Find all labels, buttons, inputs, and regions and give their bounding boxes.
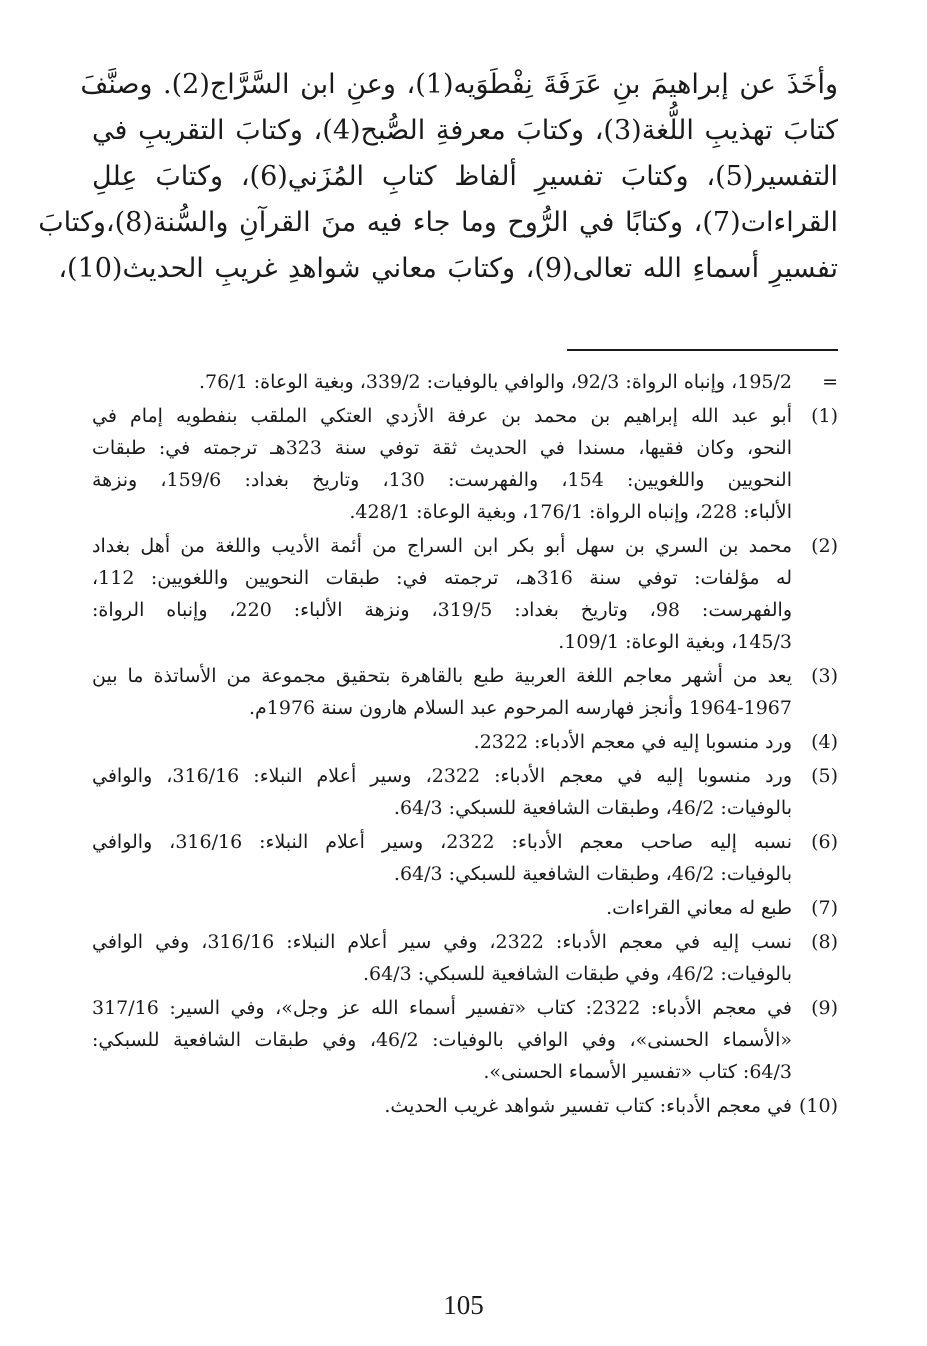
main-text-line: تفسيرِ أسماءِ الله تعالى(9)، وكتابَ معاني شواهدِ غريبِ الحديث(10)، <box>58 253 838 284</box>
footnote-line: الألباء: 228، وإنباه الرواة: 176/1، وبغية الوعاة: 428/1. <box>349 501 792 523</box>
footnote-number: (1) <box>811 405 838 427</box>
footnote-separator <box>567 349 838 351</box>
footnote-line: 195/2، وإنباه الرواة: 92/3، والوافي بالوفيات: 339/2، وبغية الوعاة: 76/1. <box>198 371 792 393</box>
footnote-number: (9) <box>811 997 838 1019</box>
main-text-line: القراءات(7)، وكتابًا في الرُّوح وما جاء فيه منَ القرآنِ والسُّنة(8)،وكتابَ <box>38 207 838 238</box>
footnote-line: النحو، وكان فقيها، مسندا في الحديث ثقة توفي سنة 323هـ ترجمته في: طبقات <box>92 437 793 459</box>
footnote-line: ورد منسوبا إليه في معجم الأدباء: 2322، وسير أعلام النبلاء: 316/16، والوافي <box>92 765 792 787</box>
footnote-line: 145/3، وبغية الوعاة: 109/1. <box>558 631 792 653</box>
footnote-line: يعد من أشهر معاجم اللغة العربية طبع بالقاهرة بتحقيق مجموعة من الأساتذة ما بين <box>92 665 792 687</box>
footnote-number: (2) <box>811 535 838 557</box>
footnote-2 <box>92 530 838 658</box>
footnote-line: له مؤلفات: توفي سنة 316هـ، ترجمته في: طبقات النحويين واللغويين: 112، <box>92 567 793 589</box>
footnote-10 <box>92 1090 838 1122</box>
footnote-3 <box>92 660 838 724</box>
footnotes <box>92 366 838 1124</box>
footnote-line: في معجم الأدباء: كتاب تفسير شواهد غريب الحديث. <box>384 1095 792 1117</box>
footnote-line: في معجم الأدباء: 2322: كتاب «تفسير أسماء الله عز وجل»، وفي السير: 317/16 <box>92 997 792 1019</box>
footnote-number: (7) <box>811 897 838 919</box>
footnote-line: والفهرست: 98، وتاريخ بغداد: 319/5، ونزهة الألباء: 220، وإنباه الرواة: <box>92 599 792 621</box>
footnote-number: (10) <box>798 1095 838 1117</box>
footnote-4 <box>92 726 838 758</box>
footnote-line: طبع له معاني القراءات. <box>606 897 792 919</box>
footnote-line: محمد بن السري بن سهل أبو بكر ابن السراج من أئمة الأديب واللغة من أهل بغداد <box>92 535 792 557</box>
footnote-8 <box>92 926 838 990</box>
footnote-number: (8) <box>811 931 838 953</box>
footnote-7 <box>92 892 838 924</box>
footnote-1 <box>92 400 838 528</box>
footnote-line: ورد منسوبا إليه في معجم الأدباء: 2322. <box>473 731 792 753</box>
footnote-line: أبو عبد الله إبراهيم بن محمد بن عرفة الأزدي العتكي الملقب بنفطويه إمام في <box>92 405 792 427</box>
footnote-line: النحويين واللغويين: 154، والفهرست: 130، وتاريخ بغداد: 159/6، ونزهة <box>92 469 792 491</box>
main-text-line: التفسير(5)، وكتابَ تفسيرِ ألفاظ كتابِ المُزَني(6)، وكتابَ عِللِ <box>92 161 838 192</box>
footnote-continuation-marker: = <box>822 371 838 393</box>
footnote-line: «الأسماء الحسنى»، وفي الوافي بالوفيات: 46/2، وفي طبقات الشافعية للسبكي: <box>92 1029 792 1051</box>
footnote-5 <box>92 760 838 824</box>
footnote-number: (3) <box>811 665 838 687</box>
footnote-line: نسب إليه في معجم الأدباء: 2322، وفي سير أعلام النبلاء: 316/16، وفي الوافي <box>92 931 793 953</box>
footnote-line: نسبه إليه صاحب معجم الأدباء: 2322، وسير أعلام النبلاء: 316/16، والوافي <box>92 831 792 853</box>
footnote-6 <box>92 826 838 890</box>
footnote-line: بالوفيات: 46/2، وطبقات الشافعية للسبكي: 64/3. <box>393 863 792 885</box>
main-text-line: كتابَ تهذيبِ اللُّغة(3)، وكتابَ معرفةِ الصُّبح(4)، وكتابَ التقريبِ في <box>92 115 838 146</box>
footnote-line: بالوفيات: 46/2، وطبقات الشافعية للسبكي: 64/3. <box>393 797 792 819</box>
footnote-number: (6) <box>811 831 838 853</box>
footnote-continuation <box>92 366 838 398</box>
footnote-number: (4) <box>811 731 838 753</box>
page-number: 105 <box>443 1290 484 1320</box>
footnote-line: 64/3: كتاب «تفسير الأسماء الحسنى». <box>483 1061 792 1083</box>
footnote-line: بالوفيات: 46/2، وفي طبقات الشافعية للسبكي: 64/3. <box>362 963 792 985</box>
footnote-line: 1964-1967 وأنجز فهارسه المرحوم عبد السلام هارون سنة 1976م. <box>248 697 792 719</box>
footnote-9 <box>92 992 838 1088</box>
main-text <box>38 62 838 292</box>
footnote-number: (5) <box>811 765 838 787</box>
main-text-line: وأخَذَ عن إبراهيمَ بنِ عَرَفَةَ نِفْطَوَيه(1)، وعنِ ابن السَّرَّاج(2). وصنَّفَ <box>80 69 838 100</box>
